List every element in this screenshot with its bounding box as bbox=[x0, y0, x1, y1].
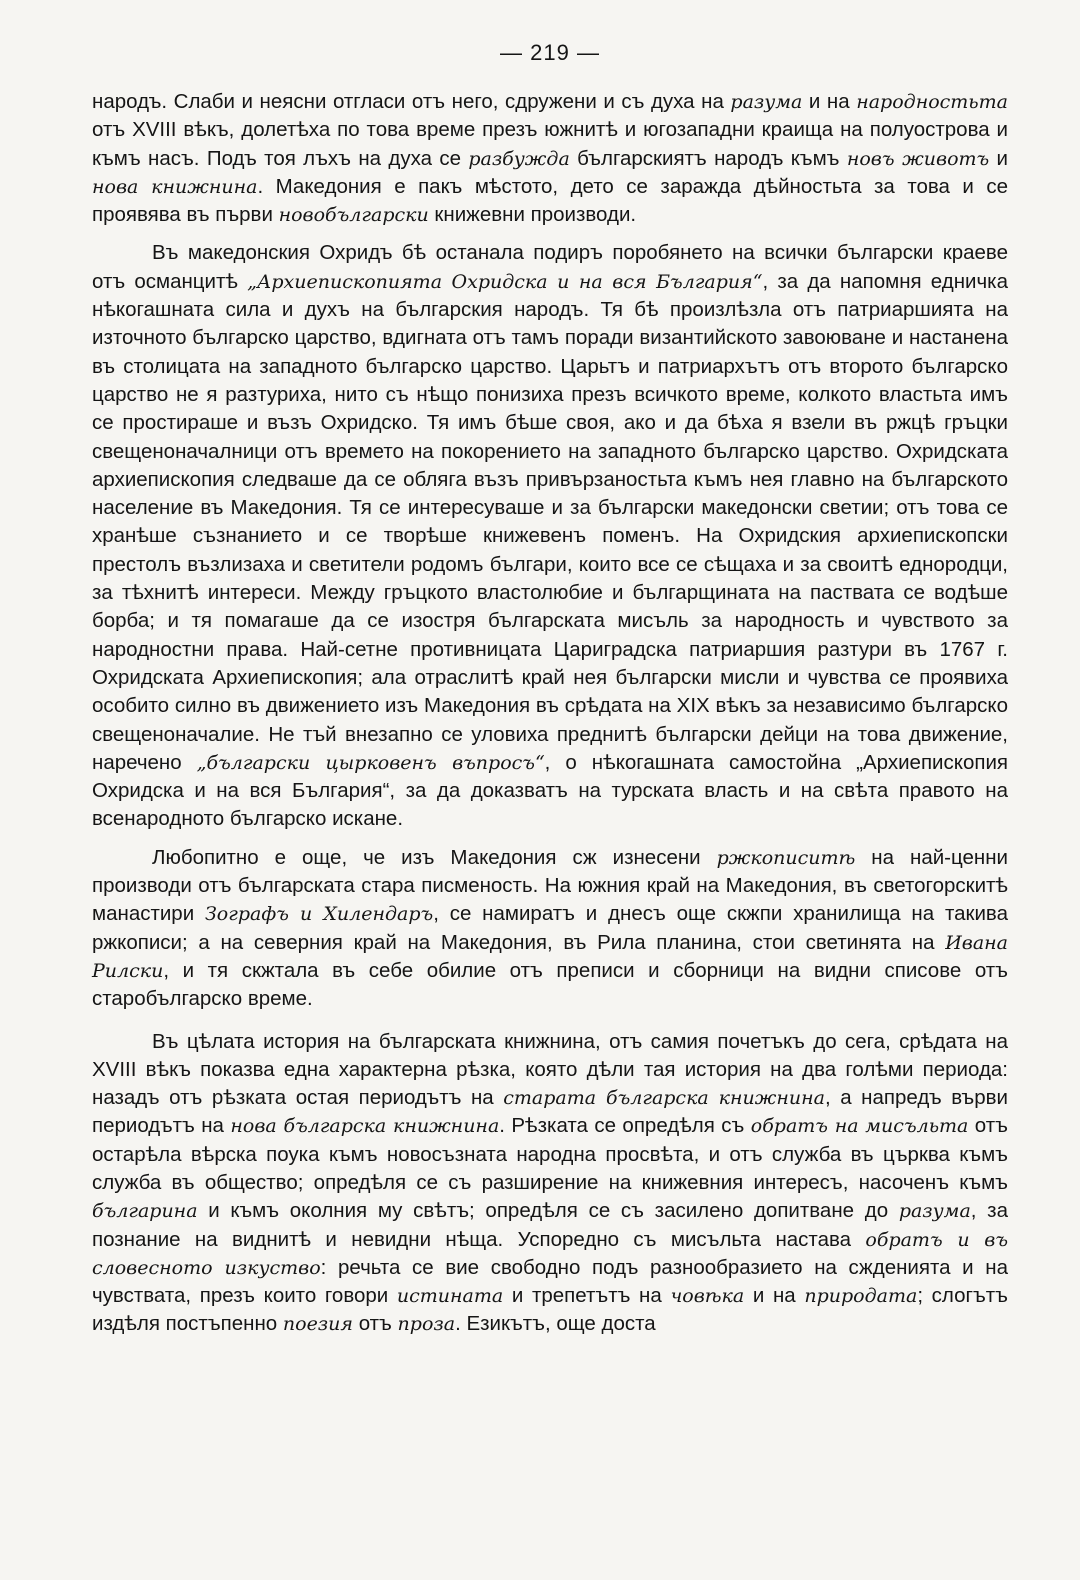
paragraph-4 bbox=[92, 1028, 1008, 1339]
text-run: , и тя скжтала въ себе обилие отъ преписи и сборници на видни списове отъ старобългарско време. bbox=[92, 958, 1008, 1011]
emphasized-text: истината bbox=[396, 1285, 504, 1308]
text-run: . Македония е пакъ мѣстото, дето се зарaжда дѣйностьта за това и се проявява въ първи bbox=[92, 174, 1008, 227]
text-run: : речьта се вие свободно подъ разнообразието на сжденията и на чувствата, презъ които говори bbox=[92, 1255, 1008, 1308]
paragraph-2 bbox=[92, 239, 1008, 833]
text-run: на най-ценни производи отъ българската стара писменость. На южния край на Македония, въ светогорскитѣ манастири bbox=[92, 845, 1009, 926]
page-number: — 219 — bbox=[500, 40, 600, 65]
emphasized-text: старата българска книжнина bbox=[503, 1087, 825, 1110]
text-run: отъ bbox=[353, 1312, 398, 1336]
text-run: отъ остарѣла вѣрска поука къмъ новосъзната народна просвѣта, и отъ служба въ църква къмъ служба въ общество; опредѣля се съ разширение на книжевния интересъ, насоченъ къмъ bbox=[92, 1114, 1008, 1194]
text-run: , а напредъ върви периодътъ на bbox=[92, 1086, 1008, 1138]
text-run: Въ македонския Охридъ бѣ останала подиръ поробянето на всички български краеве отъ османцитѣ bbox=[92, 241, 1008, 293]
emphasized-text: Зографъ и Хилендаръ bbox=[204, 903, 434, 926]
emphasized-text: човѣка bbox=[670, 1285, 745, 1308]
text-run: Въ цѣлата история на българската книжнина, отъ самия почетъкъ до сега, срѣдата на XVIII вѣкъ показва една характерна рѣзка, която дѣли тая история на два голѣми периода: назадъ отъ рѣзката остая периодътъ на bbox=[92, 1029, 1008, 1110]
emphasized-text: нова българска книжнина bbox=[230, 1115, 500, 1138]
text-run: отъ XVIII вѣкъ, долетѣха по това време презъ южнитѣ и югозападни краища на полуострова и къмъ насъ. Подъ тоя лъхъ на духа се bbox=[92, 118, 1008, 170]
emphasized-text: новъ животъ bbox=[846, 147, 990, 170]
text-run: . Рѣзката се опредѣля съ bbox=[499, 1114, 751, 1138]
emphasized-text: обратъ на мисъльта bbox=[750, 1115, 969, 1138]
emphasized-text: поезия bbox=[282, 1313, 353, 1336]
emphasized-text: народностьта bbox=[856, 91, 1008, 113]
paragraph-1 bbox=[92, 88, 1008, 229]
emphasized-text: българина bbox=[92, 1200, 198, 1223]
emphasized-text: ржкописитѣ bbox=[716, 846, 856, 869]
emphasized-text: новобългарски bbox=[278, 204, 429, 227]
emphasized-text: разума bbox=[898, 1200, 971, 1223]
text-run: , за познание на виднитѣ и невидни нѣща. Успоредно съ мисъльта настава bbox=[92, 1199, 1008, 1251]
emphasized-text: нова книжнина bbox=[92, 175, 258, 198]
emphasized-text: обратъ и въ словесното изкуство bbox=[92, 1228, 1008, 1279]
emphasized-text: разбужда bbox=[468, 147, 570, 170]
text-run: . Езикътъ, още доста bbox=[455, 1312, 656, 1336]
text-run: , о нѣкогашната самостойна „Архиепископия Охридска и на вся България“, за да доказватъ на турската власть и на свѣта правото на всенародното българско искане. bbox=[92, 750, 1009, 831]
text-run: и къмъ околния му свѣтъ; опредѣля се съ засилено допитване до bbox=[197, 1199, 899, 1223]
paragraph-3 bbox=[92, 844, 1008, 1014]
text-run: и bbox=[989, 146, 1008, 170]
text-run: Любопитно е още, че изъ Македония сж изнесени bbox=[152, 845, 717, 869]
emphasized-text: проза bbox=[397, 1313, 456, 1336]
text-run: и на bbox=[802, 90, 857, 113]
emphasized-text: „Архиепископията Охридска и на вся България“ bbox=[247, 270, 763, 293]
text-run: българскиятъ народъ къмъ bbox=[569, 146, 847, 170]
emphasized-text: „български цырковенъ въпросъ“ bbox=[196, 751, 545, 774]
text-run: ; слогътъ издѣля постъпенно bbox=[92, 1284, 1008, 1336]
text-run: народъ. Слаби и неясни отгласи отъ него, сдружени и съ духа на bbox=[92, 90, 731, 113]
emphasized-text: разума bbox=[730, 91, 803, 113]
text-run: , се намиратъ и днесъ още скжпи хранилища на такива ржкописи; а на северния край на Македония, въ Рила планина, стои светинята на bbox=[92, 902, 1008, 954]
text-run: , за да напомня едничка нѣкогашната сила и духъ на българския народъ. Тя бѣ произлѣзла отъ патриаршията на източното българско царство, вдигната отъ тамъ поради византийското завоюване и настанена въ столицата на западното българско царство. Царьтъ и патриархътъ отъ второто българско царство не я разтуриха, нито съ нѣщо понизиха презъ всичкото време, колкото властьта имъ се простираше и възъ Охридско. Тя имъ бѣше своя, ако и да бѣха я взели въ ржцѣ гръцки свещеноначалници отъ времето на покорението на западното българско царство. Охридската архиепископия следваше да се обляга възъ привързаностьта къмъ нея главно на българското население въ Македония. Тя се интересуваше и за български македонски светии; отъ това се хранѣше съзнанието и се творѣше книжевенъ поменъ. На Охридския архиепископски престолъ възлизаха и светители родомъ българи, които все се сѣщаха и за своитѣ еднородци, за тѣхнитѣ интереси. Между гръцкото властолюбие и българщината на паствата се водѣше борба; и тя помагаше да се изостря българската мисъль за народность и чувството за народностни права. Най-сетне противницата Цариградска патриаршия разтури въ 1767 г. Охридската Архиепископия; ала отраслитѣ край нея български мисли и чувства се проявиха особито силно въ движението изъ Македония въ срѣдата на XIX вѣкъ за независимо българско свещеноначалие. Не тъй внезапно се уловиха преднитѣ български дейци на това движение, наречено bbox=[92, 269, 1008, 774]
text-run: и на bbox=[744, 1284, 805, 1308]
emphasized-text: природата bbox=[804, 1285, 918, 1308]
text-run: и трепетътъ на bbox=[503, 1284, 671, 1308]
emphasized-text: Ивана Рилски bbox=[92, 931, 1008, 982]
text-run: книжевни производи. bbox=[428, 203, 637, 227]
